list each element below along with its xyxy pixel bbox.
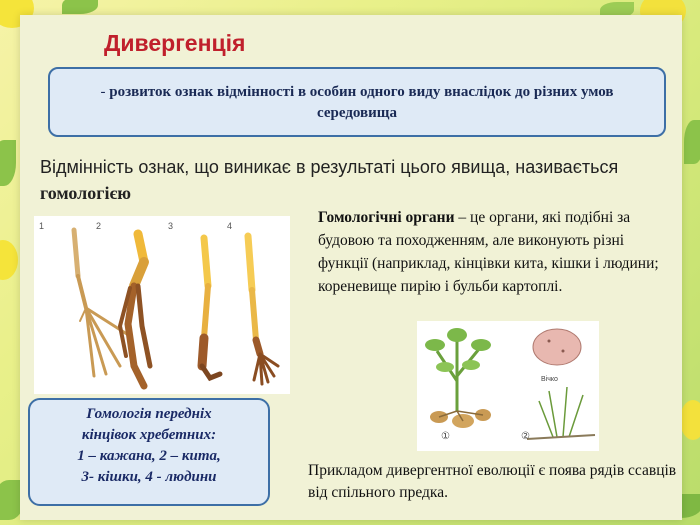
caption-line: Гомологія передніх: [86, 406, 212, 422]
homologous-organs-text: – це органи, які подібні за будовою та походженням, але виконують різні функції (наприклад, кінцівки кита, кішки і людини; кореневище пирію і бульби картоплі.: [318, 209, 659, 295]
homologous-organs-paragraph: [318, 206, 660, 298]
leaf-decoration: [62, 0, 98, 14]
eye-label: Вічко: [541, 376, 558, 383]
cat-forelimb-bones: [202, 238, 220, 378]
flower-decoration: [0, 240, 18, 280]
whale-flipper-bones: [120, 234, 150, 386]
limb-label-4: 4: [227, 221, 233, 231]
limb-label-3: 3: [168, 221, 174, 231]
homology-caption-box: [28, 398, 270, 506]
homologous-organs-term: Гомологічні органи: [318, 209, 455, 226]
example-paragraph: Прикладом дивергентної еволюції є поява рядів ссавців від спільного предка.: [308, 462, 677, 501]
human-arm-bones: [248, 236, 278, 384]
potato-tuber: [533, 329, 581, 383]
leaf-decoration: [684, 120, 700, 164]
intro-term: гомологією: [40, 183, 131, 203]
potato-plant: [425, 328, 491, 428]
couch-grass: [527, 387, 595, 439]
caption-line: 1 – кажана, 2 – кита,: [77, 448, 221, 464]
flower-decoration: [680, 400, 700, 440]
definition-text: розвиток ознак відмінності в особин одного виду внаслідок до різних умов середовища: [109, 84, 614, 121]
definition-box: [48, 67, 666, 137]
plants-figure: [417, 321, 599, 451]
plant-label-1: ①: [441, 431, 450, 442]
caption-line: 3- кішки, 4 - людини: [81, 469, 217, 485]
leaf-decoration: [0, 140, 16, 186]
definition-dash: -: [100, 84, 110, 100]
slide-title: Дивергенція: [104, 30, 246, 56]
limb-label-2: 2: [96, 221, 102, 231]
bat-wing-bones: [74, 230, 130, 376]
plants-illustration: [417, 321, 599, 451]
limbs-figure: [34, 216, 290, 394]
limbs-illustration: [34, 216, 290, 394]
caption-line: кінцівок хребетних:: [81, 427, 217, 443]
plant-label-2: ②: [521, 431, 530, 442]
intro-text: Відмінність ознак, що виникає в результаті цього явища, називається: [40, 157, 619, 177]
intro-paragraph: [40, 154, 680, 206]
limb-label-1: 1: [39, 221, 45, 231]
